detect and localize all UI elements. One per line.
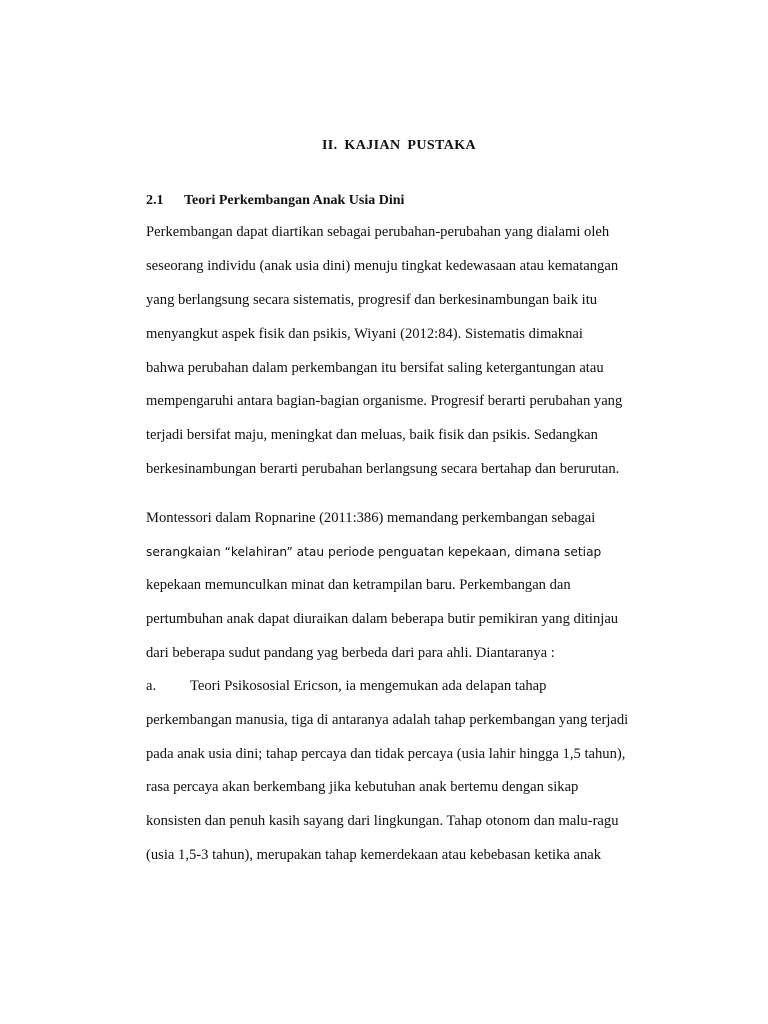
paragraph-line: kepekaan memunculkan minat dan ketrampilan baru. Perkembangan dan [146,577,571,593]
paragraph-line: berkesinambungan berarti perubahan berlangsung secara bertahap dan berurutan. [146,461,620,477]
paragraph-line: terjadi bersifat maju, meningkat dan meluas, baik fisik dan psikis. Sedangkan [146,427,598,443]
list-item-first-line: Teori Psikososial Ericson, ia mengemukan ada delapan tahap [190,678,547,694]
paragraph-line: rasa percaya akan berkembang jika kebutuhan anak bertemu dengan sikap [146,779,579,795]
paragraph-line: yang berlangsung secara sistematis, progresif dan berkesinambungan baik itu [146,292,598,308]
section-number: 2.1 [146,193,164,208]
paragraph-line: konsisten dan penuh kasih sayang dari lingkungan. Tahap otonom dan malu-ragu [146,813,619,829]
paragraph-line: Perkembangan dapat diartikan sebagai perubahan-perubahan yang dialami oleh [146,224,610,240]
list-marker: a. [146,678,157,694]
chapter-title: II. KAJIAN PUSTAKA [321,138,477,153]
paragraph-line: seseorang individu (anak usia dini) menuju tingkat kedewasaan atau kematangan [146,258,619,274]
paragraph-line: pada anak usia dini; tahap percaya dan tidak percaya (usia lahir hingga 1,5 tahun), [146,746,626,762]
paragraph-line: (usia 1,5-3 tahun), merupakan tahap kemerdekaan atau kebebasan ketika anak [146,847,602,863]
list-item-a [146,678,546,695]
section-heading [146,193,404,209]
paragraph-line: pertumbuhan anak dapat diuraikan dalam beberapa butir pemikiran yang ditinjau [146,611,619,627]
paragraph-line: dari beberapa sudut pandang yag berbeda dari para ahli. Diantaranya : [146,645,555,661]
paragraph-line: mempengaruhi antara bagian-bagian organisme. Progresif berarti perubahan yang [146,393,623,409]
paragraph-line: Montessori dalam Ropnarine (2011:386) memandang perkembangan sebagai [146,510,596,526]
paragraph-line: menyangkut aspek fisik dan psikis, Wiyani (2012:84). Sistematis dimaknai [146,326,583,342]
paragraph-line: perkembangan manusia, tiga di antaranya adalah tahap perkembangan yang terjadi [146,712,629,728]
paragraph-line: bahwa perubahan dalam perkembangan itu bersifat saling ketergantungan atau [146,360,604,376]
paragraph-line: serangkaian “kelahiran” atau periode penguatan kepekaan, dimana setiap [146,545,602,559]
section-title: Teori Perkembangan Anak Usia Dini [184,193,405,208]
